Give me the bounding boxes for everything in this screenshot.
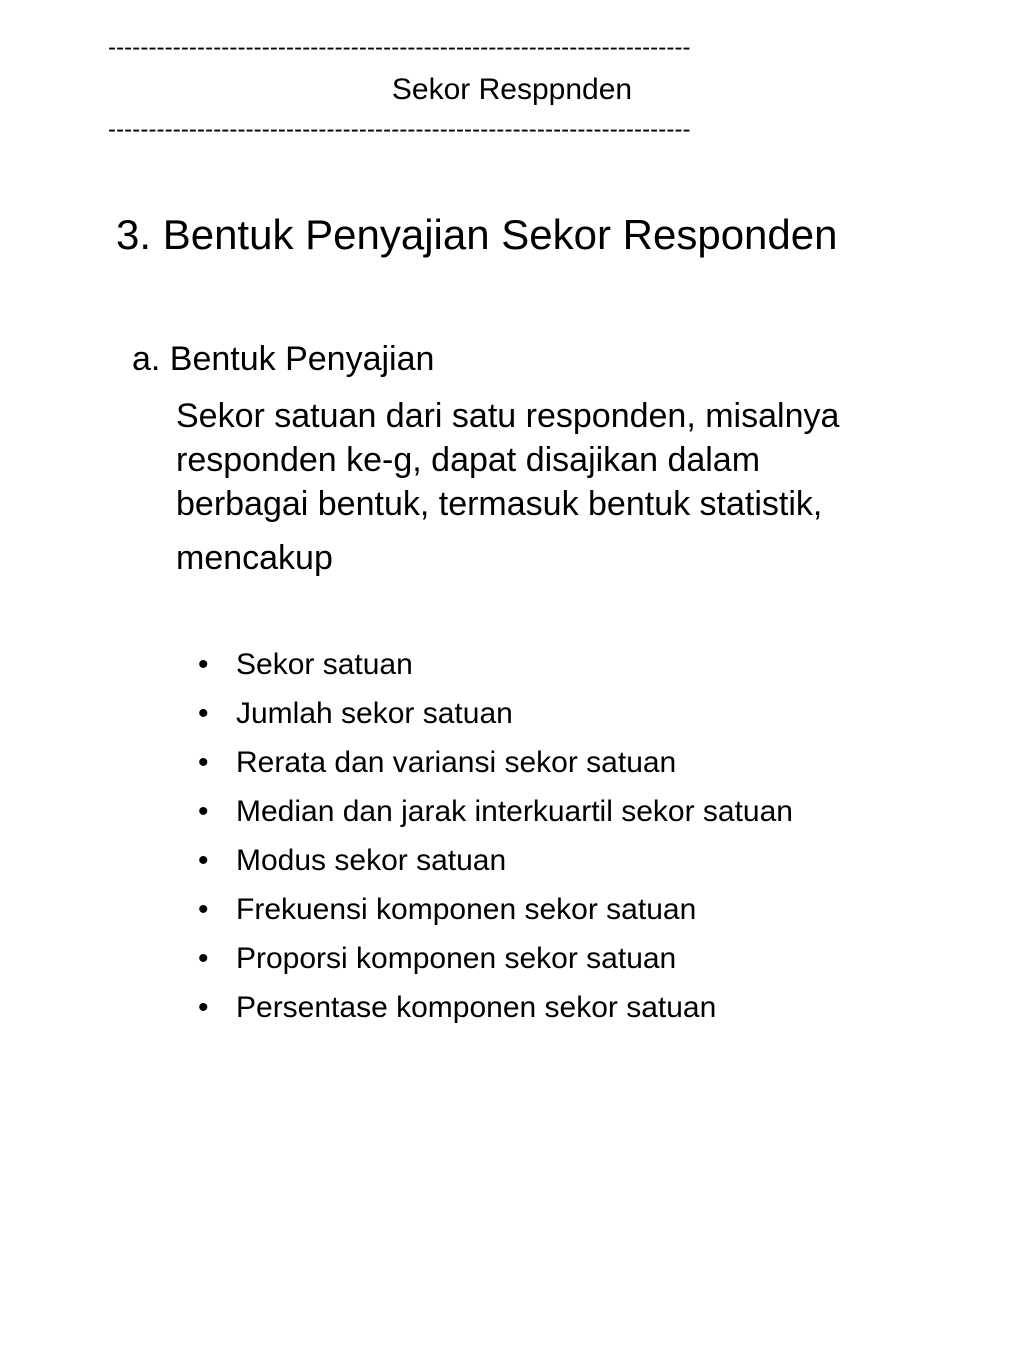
list-item <box>198 644 793 693</box>
list-item-text: Rerata dan variansi sekor satuan <box>236 746 677 779</box>
paragraph-line: berbagai bentuk, termasuk bentuk statistik, <box>176 485 823 523</box>
bullet-icon: • <box>198 746 209 779</box>
list-item <box>198 693 793 742</box>
bullet-icon: • <box>198 942 209 975</box>
list-item-text: Median dan jarak interkuartil sekor satuan <box>236 795 793 828</box>
section-title: 3. Bentuk Penyajian Sekor Responden <box>116 211 838 258</box>
list-item-text: Modus sekor satuan <box>236 844 507 877</box>
bullet-icon: • <box>198 648 209 681</box>
list-item <box>198 889 793 938</box>
list-item <box>198 938 793 987</box>
list-item-text: Frekuensi komponen sekor satuan <box>236 893 697 926</box>
bullet-icon: • <box>198 697 209 730</box>
list-item <box>198 791 793 840</box>
list-item-text: Jumlah sekor satuan <box>236 697 513 730</box>
list-item <box>198 987 793 1036</box>
page-header-title: Sekor Resppnden <box>391 73 633 106</box>
list-item-text: Persentase komponen sekor satuan <box>236 991 717 1024</box>
bullet-list <box>198 644 793 1036</box>
bullet-icon: • <box>198 844 209 877</box>
description-paragraph <box>176 394 936 580</box>
bullet-icon: • <box>198 893 209 926</box>
bullet-icon: • <box>198 991 209 1024</box>
list-item-text: Sekor satuan <box>236 648 413 681</box>
subsection-heading: a. Bentuk Penyajian <box>132 340 435 378</box>
list-item <box>198 742 793 791</box>
header-dash-line-bottom: ------------------------------------------------------------------------ <box>108 116 691 143</box>
paragraph-line: mencakup <box>176 539 333 577</box>
paragraph-line: Sekor satuan dari satu responden, misalnya <box>176 397 840 435</box>
paragraph-line: responden ke-g, dapat disajikan dalam <box>176 441 761 479</box>
bullet-icon: • <box>198 795 209 828</box>
list-item <box>198 840 793 889</box>
list-item-text: Proporsi komponen sekor satuan <box>236 942 677 975</box>
header-dash-line-top: ------------------------------------------------------------------------ <box>108 34 691 61</box>
